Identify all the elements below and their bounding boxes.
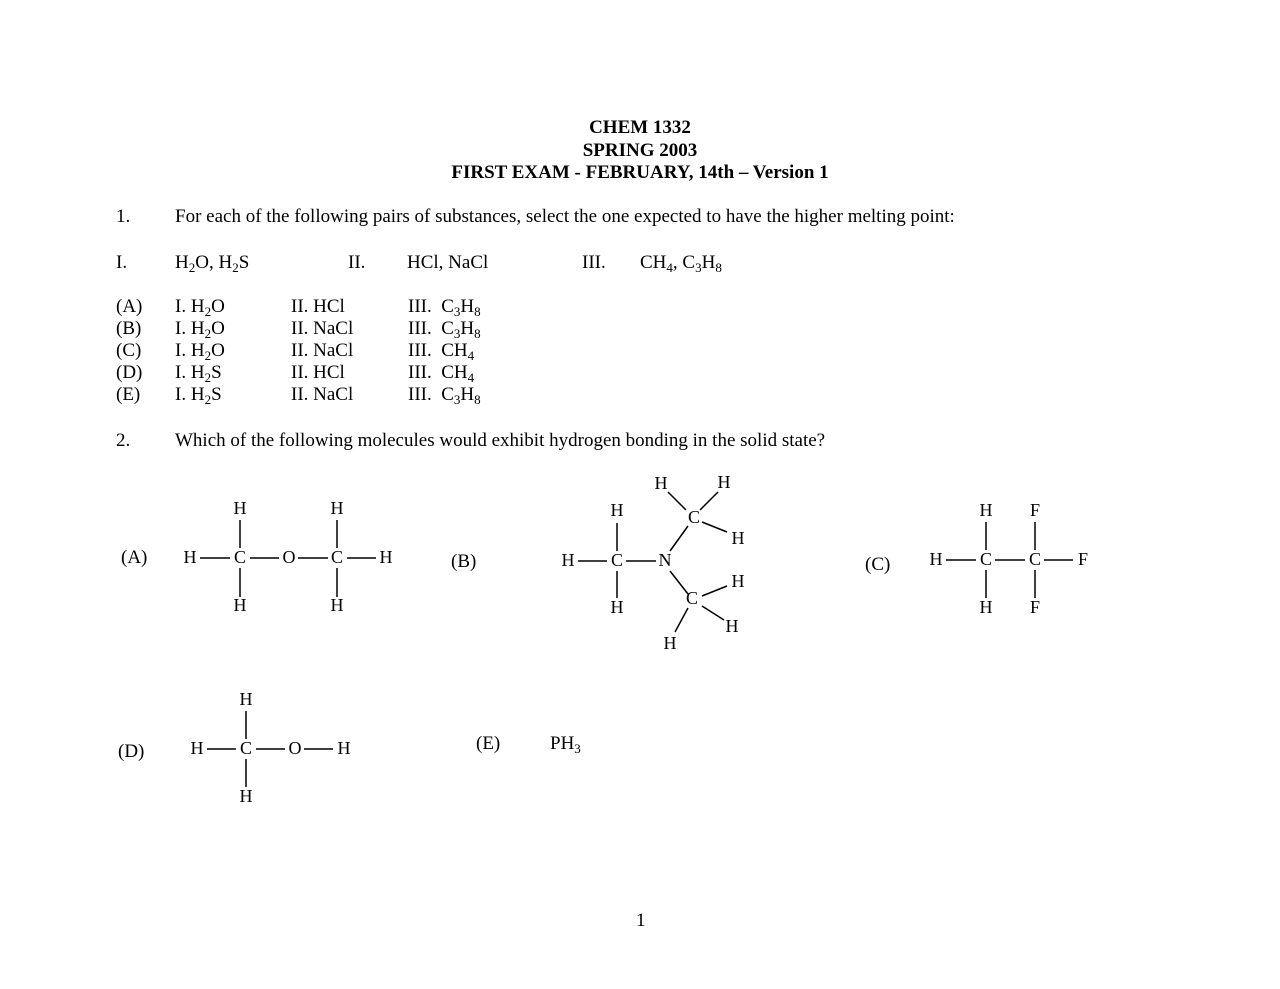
atom-h: H bbox=[379, 547, 393, 568]
option-a-col2: II. HCl bbox=[291, 296, 345, 317]
q2-option-c-letter[interactable]: (C) bbox=[865, 554, 891, 575]
q2-option-a-letter[interactable]: (A) bbox=[121, 547, 148, 568]
atom-o: O bbox=[288, 738, 302, 759]
atom-f: F bbox=[1029, 597, 1041, 618]
atom-h: H bbox=[610, 500, 624, 521]
option-e-letter[interactable]: (E) bbox=[116, 384, 141, 405]
atom-h: H bbox=[979, 500, 993, 521]
atom-o: O bbox=[282, 547, 296, 568]
atom-h: H bbox=[717, 472, 731, 493]
atom-h: H bbox=[233, 498, 247, 519]
option-c-col2: II. NaCl bbox=[291, 340, 354, 361]
atom-c: C bbox=[610, 550, 624, 571]
atom-h: H bbox=[330, 498, 344, 519]
atom-c: C bbox=[1028, 549, 1042, 570]
pair-I-label: I. bbox=[116, 252, 128, 273]
atom-h: H bbox=[330, 595, 344, 616]
pair-III-label: III. bbox=[582, 252, 606, 273]
atom-h: H bbox=[337, 738, 351, 759]
atom-h: H bbox=[663, 633, 677, 654]
question-1-text: For each of the following pairs of substances, select the one expected to have the higher melting point: bbox=[175, 206, 955, 227]
option-e-col3: III. $C_3H_8$ bbox=[408, 384, 481, 407]
option-e-col1: I. $H_2S$ bbox=[175, 384, 222, 407]
option-b-letter[interactable]: (B) bbox=[116, 318, 142, 339]
pair-I-value: $H_2O$, $H_2S$ bbox=[175, 252, 250, 275]
atom-h: H bbox=[190, 738, 204, 759]
atom-h: H bbox=[725, 616, 739, 637]
option-a-col3: III. $C_3H_8$ bbox=[408, 296, 481, 319]
atom-c: C bbox=[687, 507, 701, 528]
option-a-col1: I. $H_2O$ bbox=[175, 296, 225, 319]
atom-c: C bbox=[979, 549, 993, 570]
atom-c: C bbox=[685, 588, 699, 609]
atom-h: H bbox=[239, 689, 253, 710]
atom-h: H bbox=[731, 528, 745, 549]
semester-title: SPRING 2003 bbox=[582, 140, 698, 161]
atom-h: H bbox=[610, 597, 624, 618]
atom-h: H bbox=[654, 473, 668, 494]
atom-h: H bbox=[561, 550, 575, 571]
option-b-col3: III. $C_3H_8$ bbox=[408, 318, 481, 341]
atom-f: F bbox=[1077, 549, 1089, 570]
atom-h: H bbox=[731, 571, 745, 592]
exam-title: FIRST EXAM - FEBRUARY, 14th – Version 1 bbox=[451, 162, 829, 183]
q2-option-d-letter[interactable]: (D) bbox=[118, 741, 145, 762]
option-d-col2: II. HCl bbox=[291, 362, 345, 383]
pair-II-value: HCl, NaCl bbox=[407, 252, 489, 273]
option-d-col1: I. $H_2S$ bbox=[175, 362, 222, 385]
option-e-col2: II. NaCl bbox=[291, 384, 354, 405]
q2-option-b-letter[interactable]: (B) bbox=[451, 551, 477, 572]
pair-III-value: $CH_4$, $C_3H_8$ bbox=[640, 252, 722, 275]
atom-f: F bbox=[1029, 500, 1041, 521]
option-c-col1: I. $H_2O$ bbox=[175, 340, 225, 363]
q2-option-e-formula: $PH_3$ bbox=[550, 733, 581, 756]
atom-h: H bbox=[979, 597, 993, 618]
atom-c: C bbox=[330, 547, 344, 568]
atom-c: C bbox=[233, 547, 247, 568]
pair-II-label: II. bbox=[348, 252, 366, 273]
course-title: CHEM 1332 bbox=[589, 117, 691, 138]
option-d-col3: III. $CH_4$ bbox=[408, 362, 475, 385]
q2-option-e-letter[interactable]: (E) bbox=[476, 733, 501, 754]
option-d-letter[interactable]: (D) bbox=[116, 362, 143, 383]
option-a-letter[interactable]: (A) bbox=[116, 296, 143, 317]
question-2-text: Which of the following molecules would exhibit hydrogen bonding in the solid state? bbox=[175, 430, 826, 451]
page-number: 1 bbox=[636, 910, 646, 931]
atom-h: H bbox=[239, 786, 253, 807]
atom-h: H bbox=[233, 595, 247, 616]
option-c-col3: III. $CH_4$ bbox=[408, 340, 475, 363]
atom-h: H bbox=[183, 547, 197, 568]
question-2-number: 2. bbox=[116, 430, 131, 451]
option-b-col2: II. NaCl bbox=[291, 318, 354, 339]
atom-c: C bbox=[239, 738, 253, 759]
atom-n: N bbox=[658, 550, 672, 571]
question-1-number: 1. bbox=[116, 206, 131, 227]
option-c-letter[interactable]: (C) bbox=[116, 340, 142, 361]
atom-h: H bbox=[929, 549, 943, 570]
option-b-col1: I. $H_2O$ bbox=[175, 318, 225, 341]
